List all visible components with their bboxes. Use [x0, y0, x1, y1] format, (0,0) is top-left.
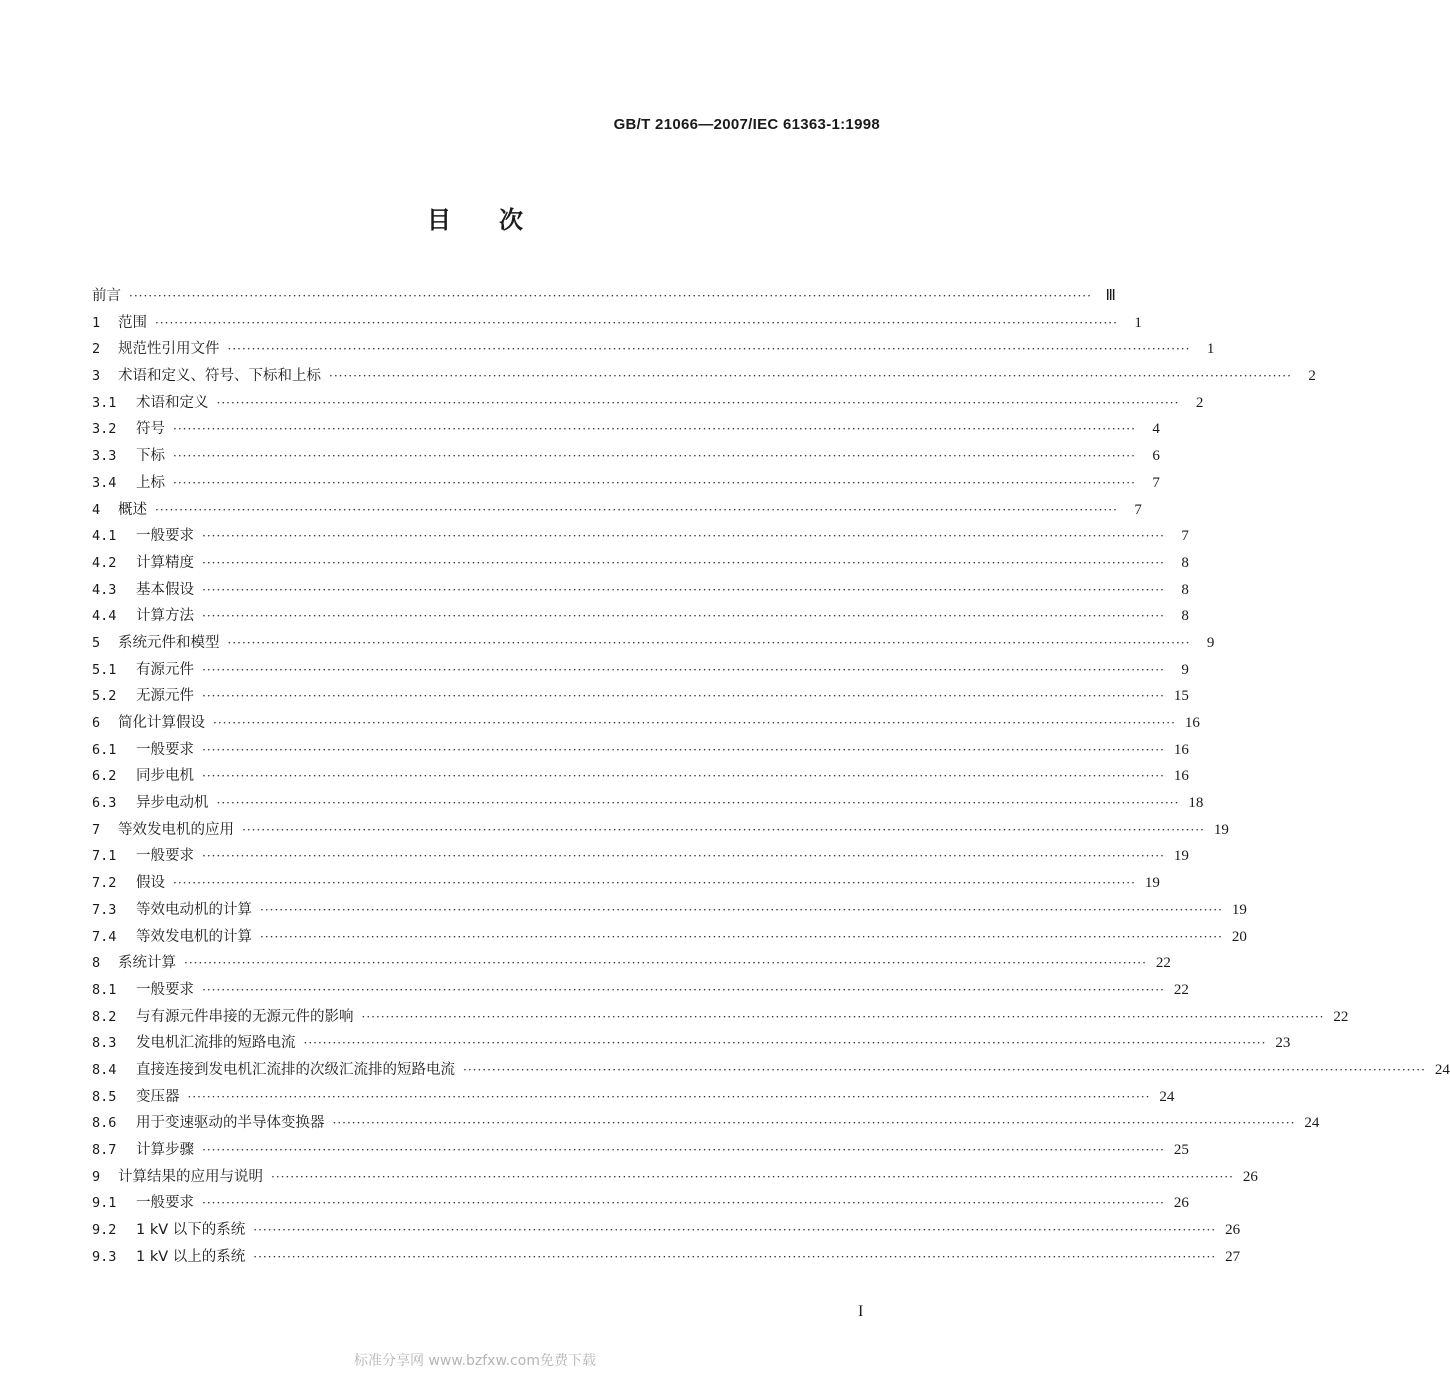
toc-entry[interactable] — [92, 391, 1204, 418]
toc-entry-title: 上标 — [136, 474, 165, 491]
toc-dot-leader: ········································································································································································································ — [202, 662, 1165, 677]
toc-entry-page: 24 — [1304, 1115, 1320, 1132]
toc-dot-leader: ········································································································································································································ — [202, 689, 1165, 704]
toc-entry-page: Ⅲ — [1105, 288, 1116, 304]
toc-dot-leader: ········································································································································································································ — [155, 315, 1118, 330]
toc-entry[interactable] — [92, 364, 1316, 391]
toc-entry-title: 直接连接到发电机汇流排的次级汇流排的短路电流 — [136, 1061, 455, 1078]
toc-entry[interactable] — [92, 898, 1247, 925]
toc-entry-page: 19 — [1173, 848, 1189, 865]
toc-entry-number: 7.4 — [92, 928, 117, 945]
toc-entry-page: 16 — [1184, 715, 1200, 731]
toc-dot-leader: ········································································································································································································ — [260, 902, 1223, 917]
toc-dot-leader: ········································································································································································································ — [202, 582, 1165, 597]
toc-entry-page: 6 — [1152, 448, 1160, 465]
toc-entry-title: 术语和定义 — [136, 394, 209, 411]
toc-dot-leader: ········································································································································································································ — [173, 876, 1136, 891]
toc-entry-page: 4 — [1152, 421, 1160, 438]
toc-dot-leader: ········································································································································································································ — [332, 1116, 1296, 1131]
toc-dot-leader: ········································································································································································································ — [202, 742, 1165, 757]
toc-entry[interactable] — [92, 1191, 1189, 1218]
toc-entry-page: 19 — [1213, 821, 1229, 838]
toc-dot-leader: ········································································································································································································ — [216, 395, 1180, 410]
toc-entry-number: 6.3 — [92, 795, 117, 812]
toc-entry-title: 概述 — [118, 501, 147, 518]
toc-entry-page: 27 — [1225, 1248, 1241, 1265]
toc-entry-title: 变压器 — [136, 1088, 180, 1105]
toc-dot-leader: ········································································································································································································ — [202, 555, 1165, 570]
toc-entry-number: 6.1 — [92, 741, 117, 758]
toc-entry-page: 24 — [1159, 1088, 1175, 1105]
toc-entry-title: 计算精度 — [136, 554, 194, 571]
toc-entry-number: 5 — [92, 634, 101, 651]
toc-entry[interactable] — [92, 311, 1142, 338]
toc-entry-page: 1 — [1134, 314, 1142, 331]
toc-entry-page: 24 — [1434, 1061, 1450, 1078]
toc-entry-title: 范围 — [118, 314, 147, 331]
toc-entry-number: 8.3 — [92, 1035, 117, 1052]
toc-dot-leader: ········································································································································································································ — [173, 475, 1136, 490]
toc-entry-title: 1 kV 以下的系统 — [136, 1222, 246, 1239]
toc-entry-number: 1 — [92, 314, 101, 331]
toc-entry-page: 20 — [1231, 928, 1247, 945]
toc-title — [0, 200, 950, 235]
toc-entry-page: 8 — [1181, 581, 1189, 598]
toc-entry-title: 简化计算假设 — [118, 715, 205, 731]
toc-entry-page: 26 — [1173, 1195, 1189, 1212]
toc-entry-page: 2 — [1195, 394, 1204, 411]
toc-entry-number: 8.5 — [92, 1088, 117, 1105]
toc-entry-number: 9 — [92, 1168, 101, 1185]
toc-entry-number: 5.2 — [92, 688, 117, 705]
toc-entry-title: 与有源元件串接的无源元件的影响 — [136, 1008, 354, 1025]
toc-entry-page: 7 — [1181, 528, 1189, 545]
toc-entry-number: 5.1 — [92, 661, 117, 678]
toc-dot-leader: ········································································································································································································ — [202, 769, 1165, 784]
toc-entry-number: 9.2 — [92, 1222, 117, 1239]
toc-dot-leader: ········································································································································································································ — [260, 929, 1223, 944]
toc-entry-number: 8.2 — [92, 1008, 117, 1025]
toc-entry[interactable] — [92, 978, 1189, 1005]
toc-entry[interactable] — [92, 578, 1189, 605]
toc-entry[interactable] — [92, 444, 1160, 471]
toc-dot-leader: ········································································································································································································ — [202, 529, 1165, 544]
toc-entry[interactable] — [92, 524, 1189, 551]
toc-entry-number: 7.1 — [92, 848, 117, 865]
toc-entry-title: 等效发电机的计算 — [136, 928, 252, 945]
watermark-text: 标准分享网 www.bzfxw.com免费下载 — [354, 1353, 596, 1369]
page-number: I — [858, 1303, 864, 1320]
toc-entry-page: 7 — [1134, 501, 1142, 518]
toc-entry-page: 15 — [1173, 688, 1189, 705]
toc-entry[interactable] — [92, 337, 1215, 364]
toc-entry-title: 前言 — [92, 288, 121, 304]
toc-dot-leader: ········································································································································································································ — [187, 1089, 1151, 1104]
toc-entry-title: 等效发电机的应用 — [118, 821, 234, 838]
toc-entry-number: 6.2 — [92, 768, 117, 785]
toc-entry-number: 8.6 — [92, 1115, 117, 1132]
toc-entry-page: 9 — [1181, 661, 1189, 678]
toc-entry[interactable] — [92, 1218, 1241, 1245]
toc-entry[interactable] — [92, 1005, 1349, 1032]
toc-entry-title: 系统计算 — [118, 955, 176, 972]
toc-dot-leader: ········································································································································································································ — [173, 449, 1136, 464]
toc-entry-page: 22 — [1333, 1008, 1349, 1025]
toc-entry[interactable] — [92, 1058, 1450, 1085]
toc-entry-number: 2 — [92, 341, 101, 358]
toc-entry[interactable] — [92, 604, 1189, 631]
toc-entry-page: 16 — [1173, 768, 1189, 785]
toc-entry-number: 4.1 — [92, 528, 117, 545]
toc-dot-leader: ········································································································································································································ — [202, 849, 1165, 864]
toc-dot-leader: ········································································································································································································ — [173, 422, 1136, 437]
toc-dot-leader: ········································································································································································································ — [303, 1036, 1267, 1051]
toc-entry-title: 符号 — [136, 421, 165, 438]
toc-entry-title: 异步电动机 — [136, 795, 209, 812]
toc-dot-leader: ········································································································································································································ — [253, 1223, 1217, 1238]
toc-entry[interactable] — [92, 284, 1116, 311]
toc-entry[interactable] — [92, 791, 1204, 818]
toc-entry-page: 22 — [1155, 955, 1171, 972]
toc-entry-page: 19 — [1144, 875, 1160, 892]
toc-entry-title: 一般要求 — [136, 848, 194, 865]
toc-entry-page: 26 — [1242, 1168, 1258, 1185]
toc-dot-leader: ········································································································································································································ — [227, 342, 1191, 357]
toc-entry-page: 19 — [1231, 901, 1247, 918]
toc-entry-page: 1 — [1206, 341, 1215, 358]
toc-entry-title: 有源元件 — [136, 661, 194, 678]
toc-entry-title: 发电机汇流排的短路电流 — [136, 1035, 296, 1052]
toc-entry[interactable] — [92, 631, 1215, 658]
toc-entry-title: 等效电动机的计算 — [136, 901, 252, 918]
toc-entry-number: 7.2 — [92, 875, 117, 892]
toc-entry[interactable] — [92, 844, 1189, 871]
standard-code: GB/T 21066—2007/IEC 61363-1:1998 — [613, 116, 880, 133]
toc-entry-number: 4.4 — [92, 608, 117, 625]
toc-entry-title: 基本假设 — [136, 581, 194, 598]
toc-entry-page: 2 — [1308, 368, 1316, 385]
toc-dot-leader: ········································································································································································································ — [184, 956, 1147, 971]
toc-entry[interactable] — [92, 1245, 1241, 1272]
toc-entry-number: 4.2 — [92, 554, 117, 571]
toc-entry-number: 9.3 — [92, 1248, 117, 1265]
toc-dot-leader: ········································································································································································································ — [253, 1249, 1217, 1264]
toc-entry-number: 9.1 — [92, 1195, 117, 1212]
toc-entry-number: 8 — [92, 955, 101, 972]
toc-entry-title: 下标 — [136, 448, 165, 465]
toc-entry-title: 计算步骤 — [136, 1142, 194, 1158]
toc-entry[interactable] — [92, 1111, 1320, 1138]
toc-entry-page: 18 — [1188, 795, 1204, 812]
toc-entry-number: 3.4 — [92, 474, 117, 491]
toc-dot-leader: ········································································································································································································ — [242, 822, 1205, 837]
toc-entry-number: 4.3 — [92, 581, 117, 598]
toc-entry[interactable] — [92, 1031, 1291, 1058]
toc-entry-page: 7 — [1152, 474, 1160, 491]
toc-dot-leader: ········································································································································································································ — [463, 1062, 1426, 1077]
toc-entry[interactable] — [92, 658, 1189, 685]
toc-entry-title: 无源元件 — [136, 688, 194, 705]
toc-entry-number: 7.3 — [92, 901, 117, 918]
table-of-contents — [92, 284, 1450, 1271]
toc-entry[interactable] — [92, 498, 1142, 525]
toc-dot-leader: ········································································································································································································ — [202, 609, 1165, 624]
toc-entry[interactable] — [92, 818, 1229, 845]
toc-entry[interactable] — [92, 1165, 1258, 1192]
toc-entry-title: 同步电机 — [136, 768, 194, 785]
toc-entry[interactable] — [92, 871, 1160, 898]
toc-entry[interactable] — [92, 764, 1189, 791]
toc-entry-title: 规范性引用文件 — [118, 341, 220, 358]
toc-entry[interactable] — [92, 738, 1189, 765]
toc-entry-title: 假设 — [136, 875, 165, 892]
toc-dot-leader: ········································································································································································································ — [227, 635, 1191, 650]
toc-entry-number: 3.2 — [92, 421, 117, 438]
toc-entry[interactable] — [92, 551, 1189, 578]
toc-entry-number: 8.7 — [92, 1142, 117, 1158]
toc-entry-page: 23 — [1275, 1035, 1291, 1052]
toc-entry[interactable] — [92, 684, 1189, 711]
toc-entry[interactable] — [92, 711, 1200, 738]
toc-entry-number: 3.1 — [92, 394, 117, 411]
toc-entry-title: 计算结果的应用与说明 — [118, 1168, 263, 1185]
toc-dot-leader: ········································································································································································································ — [361, 1009, 1325, 1024]
toc-dot-leader: ········································································································································································································ — [202, 1196, 1165, 1211]
toc-entry-title: 计算方法 — [136, 608, 194, 625]
toc-entry-title: 一般要求 — [136, 1195, 194, 1212]
toc-dot-leader: ········································································································································································································ — [216, 796, 1180, 811]
toc-dot-leader: ········································································································································································································ — [202, 982, 1165, 997]
toc-dot-leader: ········································································································································································································ — [202, 1143, 1165, 1157]
toc-entry-page: 16 — [1173, 741, 1189, 758]
toc-entry[interactable] — [92, 1138, 1189, 1165]
toc-entry-title: 用于变速驱动的半导体变换器 — [136, 1115, 325, 1132]
toc-entry[interactable] — [92, 417, 1160, 444]
toc-entry-number: 6 — [92, 715, 101, 731]
toc-dot-leader: ········································································································································································································ — [329, 369, 1292, 384]
toc-entry-page: 26 — [1225, 1222, 1241, 1239]
toc-entry-title: 一般要求 — [136, 741, 194, 758]
toc-entry-title: 1 kV 以上的系统 — [136, 1248, 246, 1265]
toc-dot-leader: ········································································································································································································ — [271, 1169, 1234, 1184]
toc-entry-number: 7 — [92, 821, 101, 838]
toc-entry-title: 系统元件和模型 — [118, 634, 220, 651]
toc-entry-number: 3.3 — [92, 448, 117, 465]
toc-entry-page: 8 — [1181, 554, 1189, 571]
toc-entry-number: 8.1 — [92, 981, 117, 998]
toc-entry-title: 一般要求 — [136, 528, 194, 545]
toc-dot-leader: ········································································································································································································ — [155, 502, 1118, 517]
toc-entry-number: 8.4 — [92, 1061, 117, 1078]
toc-entry-page: 8 — [1181, 608, 1189, 625]
toc-entry-number: 4 — [92, 501, 101, 518]
toc-entry-page: 9 — [1206, 634, 1215, 651]
toc-entry-title: 术语和定义、符号、下标和上标 — [118, 368, 321, 385]
toc-entry[interactable] — [92, 951, 1171, 978]
toc-entry[interactable] — [92, 1085, 1175, 1112]
toc-entry-title: 一般要求 — [136, 981, 194, 998]
toc-entry-page: 22 — [1173, 981, 1189, 998]
toc-entry-page: 25 — [1173, 1142, 1189, 1158]
toc-entry-number: 3 — [92, 368, 101, 385]
toc-entry[interactable] — [92, 471, 1160, 498]
toc-title-part2: 次 — [499, 206, 523, 234]
toc-entry[interactable] — [92, 925, 1247, 952]
toc-dot-leader: ········································································································································································································ — [213, 716, 1176, 730]
toc-title-part1: 目 — [427, 206, 451, 234]
toc-dot-leader: ········································································································································································································ — [129, 289, 1092, 303]
